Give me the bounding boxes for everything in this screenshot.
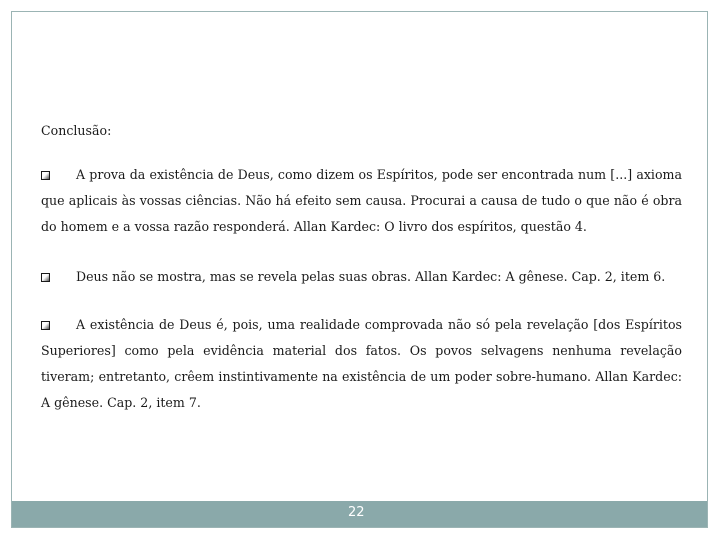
quote-item-2 xyxy=(41,264,682,290)
quote-item-1 xyxy=(41,162,682,240)
quote-item-3 xyxy=(41,312,682,416)
quote-text-3: A existência de Deus é, pois, uma realidade comprovada não só pela revelação [dos Espíritos Superiores] como pela evidência material dos fatos. Os povos selvagens nenhuma revelação tiveram; entretanto, crêem instintivamente na existência de um poder sobre-humano. Allan Kardec: A gênese. Cap. 2, item 7. xyxy=(41,317,682,410)
quote-text-2: Deus não se mostra, mas se revela pelas suas obras. Allan Kardec: A gênese. Cap. 2, item 6. xyxy=(76,269,666,284)
slide-content xyxy=(41,118,682,416)
spacer xyxy=(41,290,682,312)
conclusion-heading: Conclusão: xyxy=(41,123,112,138)
quote-text-1: A prova da existência de Deus, como dizem os Espíritos, pode ser encontrada num [...] axioma que aplicais às vossas ciências. Não há efeito sem causa. Procurai a causa de tudo o que não é obra do homem e a vossa razão responderá. Allan Kardec: O livro dos espíritos, questão 4. xyxy=(41,167,682,234)
spacer xyxy=(41,144,682,162)
checkbox-square-icon xyxy=(41,171,50,180)
checkbox-square-icon xyxy=(41,321,50,330)
checkbox-square-icon xyxy=(41,273,50,282)
page-number: 22 xyxy=(348,505,365,520)
footer-bar xyxy=(12,501,707,527)
slide xyxy=(11,11,708,528)
spacer xyxy=(41,240,682,264)
